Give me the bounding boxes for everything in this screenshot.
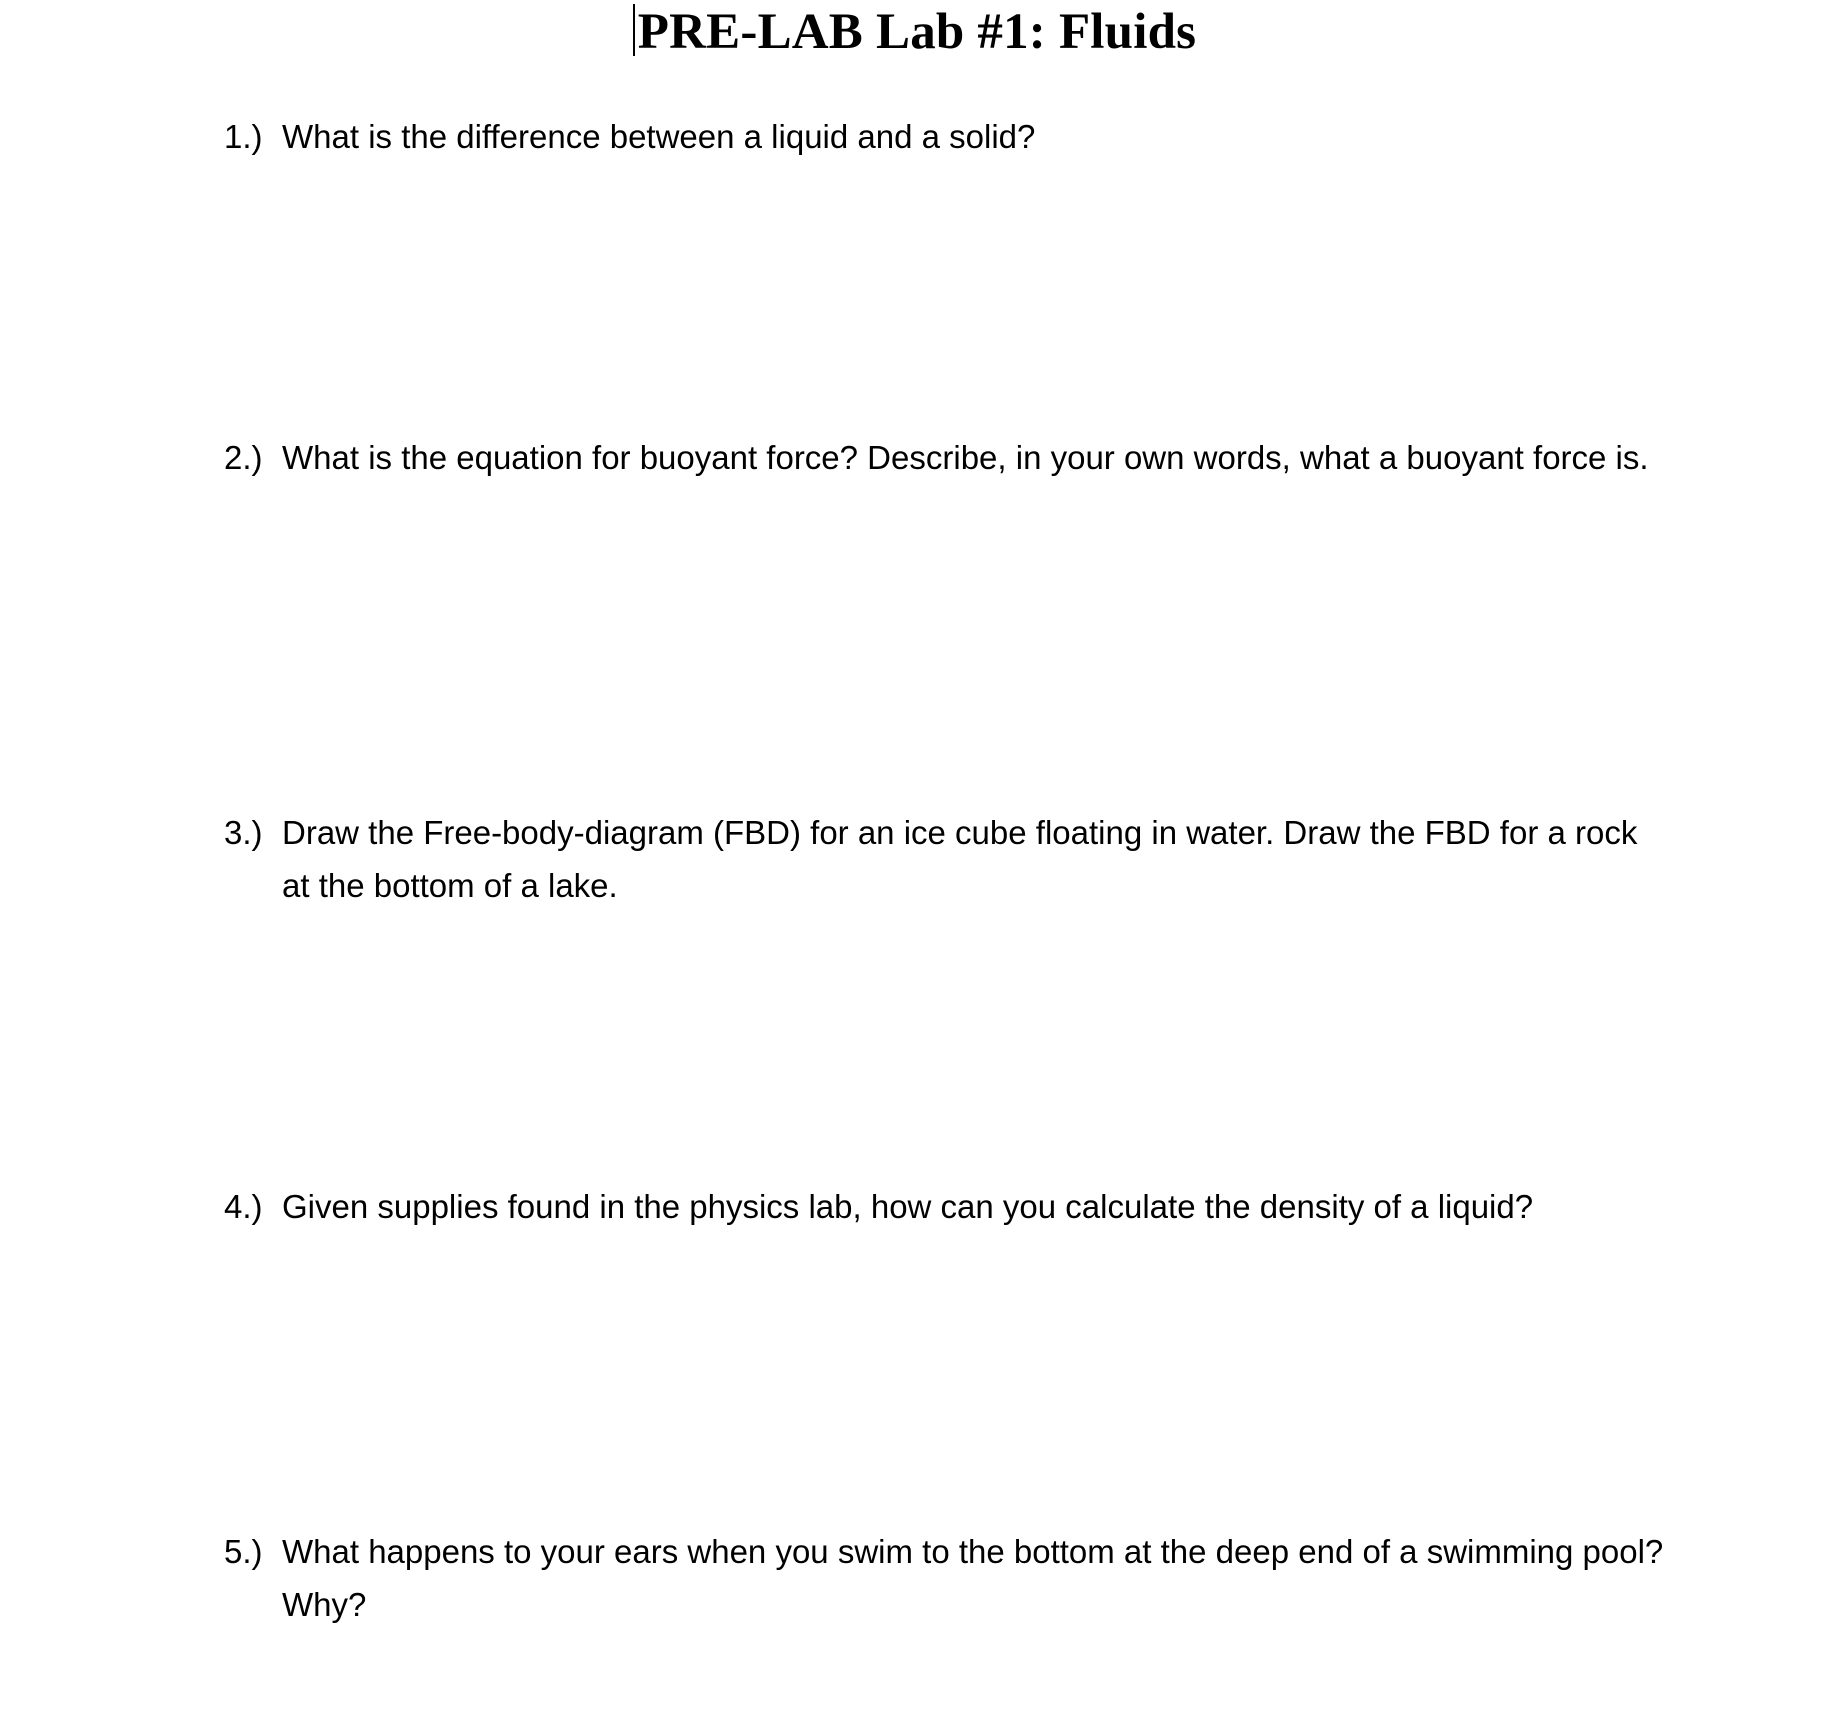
question-3 bbox=[224, 806, 1664, 912]
question-number: 4.) bbox=[224, 1188, 263, 1225]
question-text: What is the equation for buoyant force? Describe, in your own words, what a buoyant force is. bbox=[282, 439, 1649, 476]
page-title: PRE-LAB Lab #1: Fluids bbox=[637, 4, 1197, 60]
question-number: 3.) bbox=[224, 814, 263, 851]
question-number: 1.) bbox=[224, 118, 263, 155]
question-text: What is the difference between a liquid and a solid? bbox=[282, 118, 1036, 155]
question-text: Given supplies found in the physics lab, how can you calculate the density of a liquid? bbox=[282, 1188, 1534, 1225]
question-5 bbox=[224, 1525, 1664, 1631]
question-4 bbox=[224, 1180, 1664, 1233]
question-number: 2.) bbox=[224, 439, 263, 476]
question-text: Draw the Free-body-diagram (FBD) for an ice cube floating in water. Draw the FBD for a rock at the bottom of a lake. bbox=[282, 814, 1638, 904]
question-number: 5.) bbox=[224, 1533, 263, 1570]
question-1 bbox=[224, 110, 1664, 163]
question-2 bbox=[224, 431, 1664, 484]
question-text: What happens to your ears when you swim to the bottom at the deep end of a swimming pool? Why? bbox=[282, 1533, 1664, 1623]
